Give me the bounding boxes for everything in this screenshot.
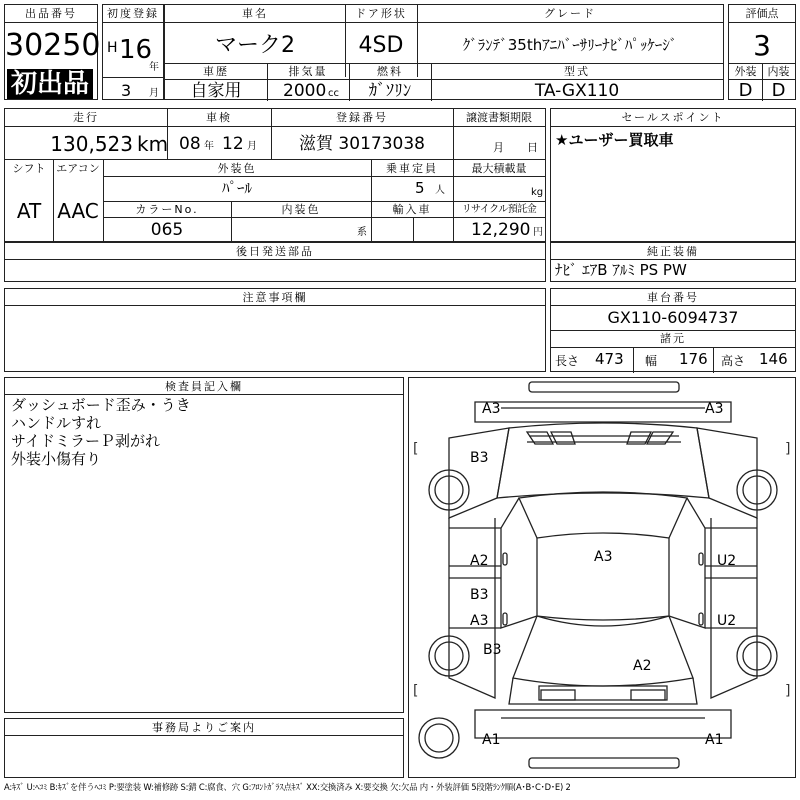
equipment-block [550,242,796,282]
width: 176 [679,350,708,368]
damage-right-rear-door: U2 [717,613,737,629]
interior-score: D [771,80,786,101]
chassis-block [550,288,796,372]
color-label: 外装色 [217,162,257,175]
insp-year-unit: 年 [204,141,214,152]
legend-text: A:ｷｽﾞ U:ﾍｺﾐ B:ｷｽﾞを伴うﾍｺﾐ P:要塗装 W:補修跡 S:錆 C:腐食、穴 G:ﾌﾛﾝﾄｶﾞﾗｽ点ｷｽﾞ XX:交換済み X:要交換 欠:欠品 内・外装評価 5段階ﾗﾝｸ順(A･B･C･D･E) 2 [4,782,571,792]
capacity: 5 [415,179,425,197]
lot-number: 30250 [5,28,101,63]
door-label: ドア形状 [355,7,407,20]
equipment: ﾅﾋﾞ ｴｱB ｱﾙﾐ PS PW [555,261,687,279]
damage-left-sill: B3 [470,587,489,603]
capacity-label: 乗車定員 [386,162,438,175]
left-bracket-bottom: [ [413,683,419,699]
height-label: 高さ [721,354,746,368]
damage-diagram [408,377,796,778]
parts-later-label: 後日発送部品 [236,245,314,258]
damage-rear-right-corner: A1 [705,732,724,748]
width-label: 幅 [645,354,658,368]
model-label: 型式 [564,65,590,78]
length: 473 [595,350,624,368]
capacity-unit: 人 [435,185,445,196]
first-registration-cell [102,4,164,100]
recycle-fee: 12,290 [471,220,531,240]
parts-later-block [4,242,546,282]
car-name: マーク2 [215,33,295,58]
car-outline-drawing [409,378,796,778]
damage-rear-left-corner: A1 [482,732,501,748]
score-block [728,4,796,100]
displacement: 2000 [283,81,327,101]
score-label: 評価点 [745,7,779,20]
office-label: 事務局よりご案内 [152,721,256,734]
inspector-block [4,377,404,713]
damage-left-fender: B3 [470,450,489,466]
car-spec-block [164,4,724,100]
history-label: 車歴 [203,65,229,78]
body-color: ﾊﾟｰﾙ [221,179,252,197]
equipment-label: 純正装備 [647,245,699,258]
ac-label: エアコン [56,162,100,175]
overall-score: 3 [753,29,771,62]
reg-number-label: 登録番号 [336,111,388,124]
door-type: 4SD [358,33,404,58]
inspector-line-2: ハンドルすれ [11,414,102,432]
interior-color-unit: 系 [357,227,367,238]
inspector-line-4: 外装小傷有り [11,450,102,468]
length-label: 長さ [555,354,580,368]
grade-label: グレード [544,7,596,20]
grade: ｸﾞﾗﾝﾃﾞ35thｱﾆﾊﾞｰｻﾘｰﾅﾋﾞﾊﾟｯｹｰｼﾞ [462,36,678,54]
color-no: 065 [150,220,184,240]
first-listing-badge: 初出品 [7,69,93,99]
damage-front-left-corner: A3 [482,401,501,417]
exterior-label: 外装 [734,65,757,78]
details-block [4,108,546,242]
first-reg-label: 初度登録 [107,7,159,20]
reg-number: 滋賀 30173038 [299,134,425,154]
dims-label: 諸元 [660,332,686,345]
month-unit: 月 [149,88,159,99]
transfer-month-unit: 月 [493,141,504,154]
transfer-label: 譲渡書類期限 [466,111,532,124]
insp-month: 12 [222,134,244,154]
insp-year: 08 [179,134,201,154]
year-unit: 年 [149,62,159,73]
import-label: 輸入車 [392,203,432,216]
office-block [4,718,404,778]
damage-right-front-door: U2 [717,553,737,569]
height: 146 [759,350,788,368]
inspection-label: 車検 [206,111,232,124]
damage-left-front-door: A2 [470,553,489,569]
mileage-unit: km [137,132,169,156]
fuel-label: 燃料 [377,65,403,78]
car-name-label: 車名 [242,7,268,20]
chassis-label: 車台番号 [647,291,699,304]
damage-roof: A3 [594,549,613,565]
inspector-label: 検査員記入欄 [165,380,243,393]
recycle-label: リサイクル預託金 [461,204,537,215]
air-conditioner: AAC [57,199,99,223]
transfer-day-unit: 日 [527,141,538,154]
era: H [107,40,118,56]
damage-left-quarter: B3 [483,642,502,658]
reg-year: 16 [119,35,153,65]
sales-point-text: ★ユーザー買取車 [555,131,674,149]
interior-color-label: 内装色 [281,203,321,216]
shift-label: シフト [12,162,46,175]
sales-point-label: セールスポイント [621,111,725,124]
history: 自家用 [190,81,242,101]
chassis-number: GX110-6094737 [607,308,739,327]
lot-number-cell [4,4,101,100]
color-no-label: カラーNo. [135,203,199,216]
notes-block [4,288,546,372]
sales-point-block [550,108,796,242]
fuel: ｶﾞｿﾘﾝ [368,81,412,101]
maxload-unit: kg [531,187,544,198]
left-bracket-top: [ [413,441,419,457]
mileage-label: 走行 [73,111,99,124]
shift: AT [16,199,42,223]
damage-front-right-corner: A3 [705,401,724,417]
insp-month-unit: 月 [247,141,257,152]
reg-month: 3 [121,81,132,100]
model: TA-GX110 [534,81,620,101]
maxload-label: 最大積載量 [471,162,527,175]
damage-left-rear-door: A3 [470,613,489,629]
displacement-label: 排気量 [288,65,328,78]
inspector-line-1: ダッシュボード歪み・うき [11,396,191,414]
exterior-score: D [738,80,753,101]
interior-label: 内装 [767,65,790,78]
recycle-unit: 円 [533,227,543,238]
inspector-line-3: サイドミラーＰ剥がれ [11,432,160,450]
lot-number-label: 出品番号 [25,7,77,20]
mileage: 130,523 [50,132,133,156]
right-bracket-top: ] [785,441,791,457]
notes-label: 注意事項欄 [242,291,308,304]
damage-trunk: A2 [633,658,652,674]
displacement-unit: cc [328,88,339,99]
right-bracket-bottom: ] [785,683,791,699]
